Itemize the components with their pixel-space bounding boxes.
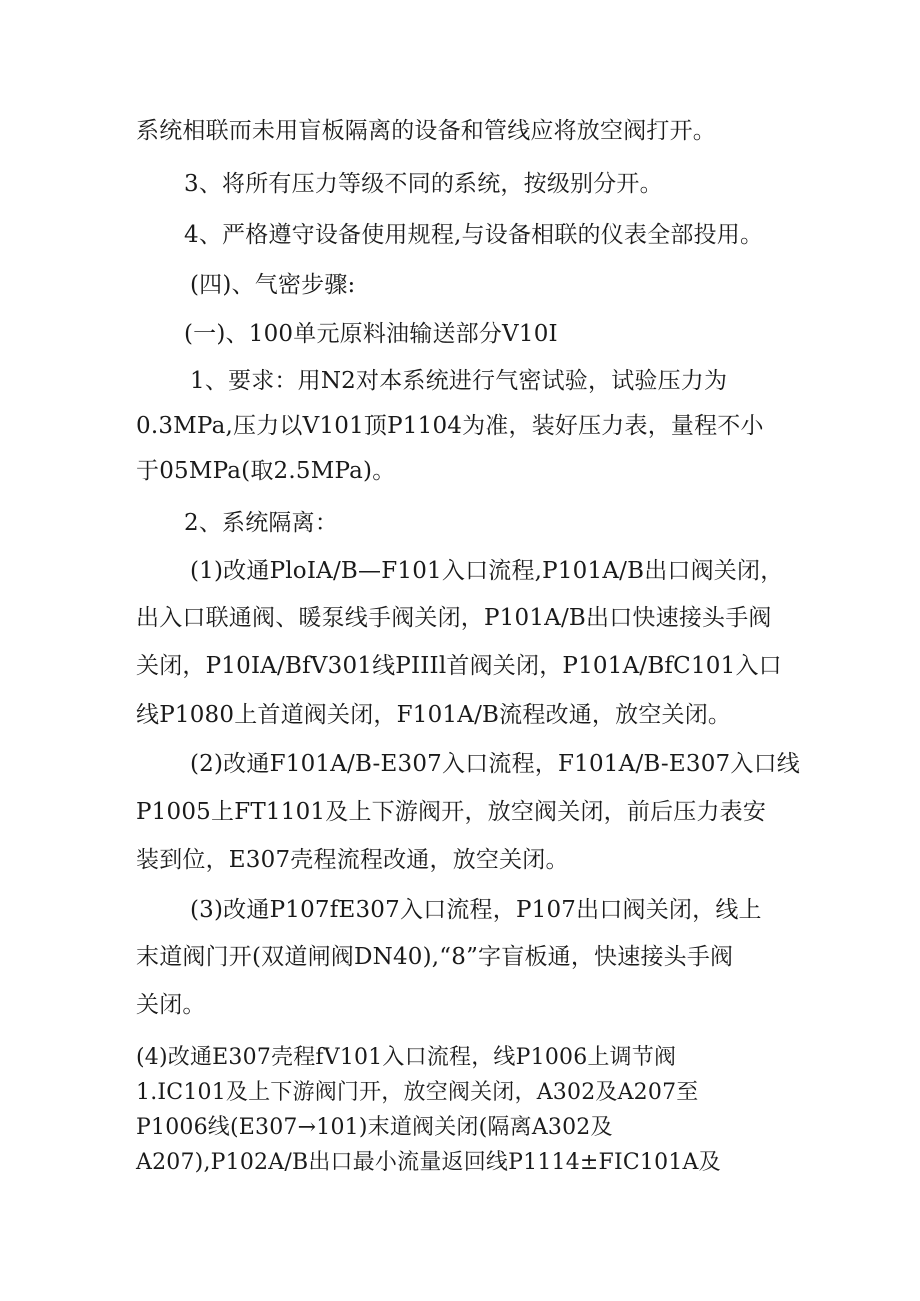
section-heading-4: (四)、气密步骤:	[190, 272, 356, 298]
text-line-2: 3、将所有压力等级不同的系统，按级别分开。	[184, 171, 663, 197]
text-line-3: 4、严格遵守设备使用规程,与设备相联的仪表全部投用。	[184, 222, 764, 248]
text-line-8: 于05MPa(取2.5MPa)。	[136, 458, 396, 484]
subsection-heading-1: (一)、100单元原料油输送部分V10I	[184, 321, 558, 347]
text-line-22: P1006线(E307→101)末道阀关闭(隔离A302及	[136, 1115, 613, 1140]
text-line-13: 线P1080上首道阀关闭，F101A/B流程改通，放空关闭。	[136, 702, 732, 728]
text-line-21: 1.IC101及上下游阀门开，放空阀关闭，A302及A207至	[136, 1080, 699, 1105]
text-line-1: 系统相联而未用盲板隔离的设备和管线应将放空阀打开。	[136, 118, 716, 144]
text-line-7: 0.3MPa,压力以V101顶P1104为准，装好压力表，量程不小	[136, 413, 764, 439]
text-line-15: P1005上FT1101及上下游阀开，放空阀关闭，前后压力表安	[136, 799, 767, 825]
text-line-20: (4)改通E307壳程fV101入口流程，线P1006上调节阀	[136, 1045, 677, 1070]
text-line-14: (2)改通F101A/B-E307入口流程，F101A/B-E307入口线	[190, 751, 800, 777]
text-line-9: 2、系统隔离：	[184, 510, 339, 536]
text-line-10: (1)改通PloIA/B—F101入口流程,P101A/B出口阀关闭，	[190, 558, 784, 584]
text-line-16: 装到位，E307壳程流程改通，放空关闭。	[136, 847, 569, 873]
text-line-17: (3)改通P107fE307入口流程，P107出口阀关闭，线上	[190, 897, 762, 923]
text-line-12: 关闭，P10IA/BfV301线PIIIl首阀关闭，P101A/BfC101入口	[136, 653, 782, 679]
text-line-6: 1、要求：用N2对本系统进行气密试验，试验压力为	[190, 368, 728, 394]
text-line-18: 末道阀门开(双道闸阀DN40),“8”字盲板通，快速接头手阀	[136, 944, 734, 970]
text-line-23: A207),P102A/B出口最小流量返回线P1114±FIC101A及	[136, 1150, 721, 1175]
text-line-19: 关闭。	[136, 992, 206, 1018]
text-line-11: 出入口联通阀、暖泵线手阀关闭，P101A/B出口快速接头手阀	[136, 605, 772, 631]
